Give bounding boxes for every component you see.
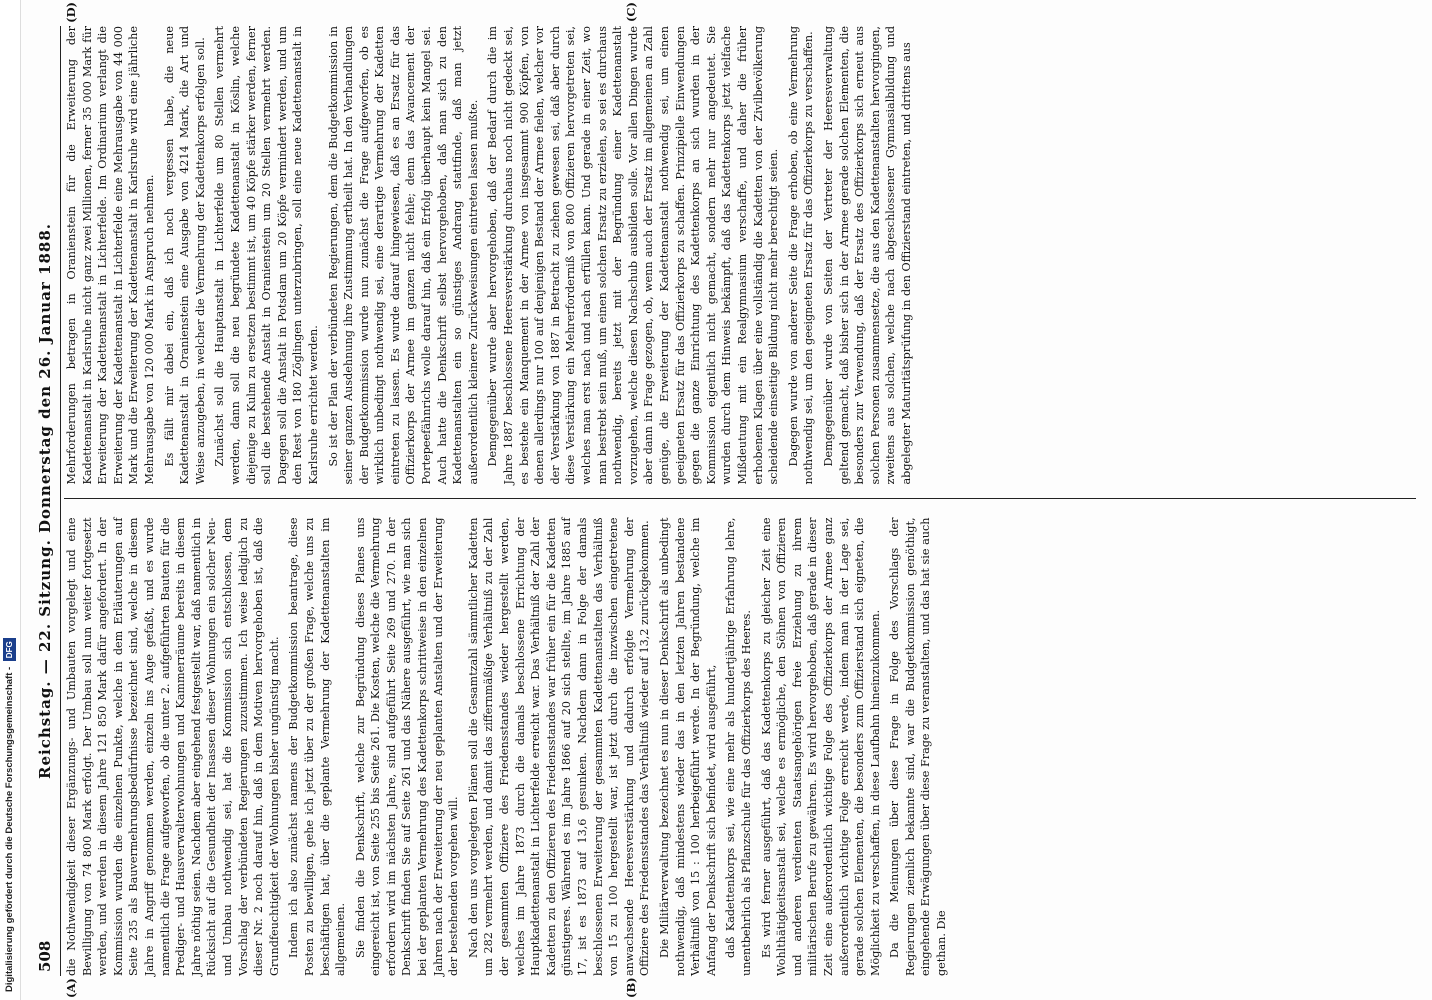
paragraph: Sie finden die Denkschrift, welche zur Begründung dieses Planes uns eingereicht ist, von Seite 255 bis Seite 261. Die Kosten, welche die Vermehrung erfordern wird im nächsten Jahre, sind aufgeführt Seite 269 und 270. In der Denkschrift finden Sie auf Seite 261 und das Nähere ausgeführt, wie man sich bei der geplanten Vermehrung des Kadettenkorps schrittweise in den einzelnen Jahren nach der Erweiterung der neu geplanten Anstalten und der Erweiterung der bestehenden vorgehen will. xyxy=(353,517,461,976)
paragraph: Da die Meinungen über diese Frage in Folge des Vorschlags der Regierungen ziemlich bekannte sind, war die Budgetkommission genöthigt, eingehende Erwägungen über diese Frage zu veranstalten, und das hat sie auch gethan. Die xyxy=(888,517,949,976)
credit-text: Digitalisierung gefördert durch die Deutsche Forschungsgemeinschaft - xyxy=(4,666,15,992)
paragraph: Es fällt mir dabei ein, daß ich noch vergessen habe, die neue Kadettenanstalt in Oranienstein eine Ausgabe von 4214 Mark, die Art und Weise anzugeben, in welcher die Vermehrung der Kadettenkorps erfolgen soll. xyxy=(162,26,207,485)
paragraph: Es wird ferner ausgeführt, daß das Kadettenkorps zu gleicher Zeit eine Wohlthätigkeitsanstalt sei, welche es ermögliche, den Söhnen von Offizieren und anderen verdienten Staatsangehörigen freie Erziehung zu ihrem militärischen Berufe zu gewähren. Es wird hervorgehoben, daß gerade in dieser Zeit eine außerordentlich wichtige Folge des Offizierkorps der Armee ganz außerordentlich wichtige Folge erreicht werde, indem man in der Lage sei, gerade solchen Elementen, die besonders zum Offizierstand sich eigneten, die Möglichkeit zu verschaffen, in diese Laufbahn hineinzukommen. xyxy=(759,517,882,976)
page-number: 508 xyxy=(36,940,54,972)
margin-marker-d: (D) xyxy=(64,2,78,23)
paragraph: So ist der Plan der verbündeten Regierungen, dem die Budgetkommission in seiner ganzen Ausdehnung ihre Zustimmung ertheilt hat. In den Verhandlungen der Budgetkommission wurde nun zunächst die Frage aufgeworfen, ob es wirklich unbedingt nothwendig sei, eine derartige Vermehrung der Kadetten eintreten zu lassen. Es wurde darauf hingewiesen, daß es an Ersatz für das Offizierkorps der Armee im ganzen nicht fehle; denn das Avancement der Portepeefähnrichs wolle darauf hin, daß ein Erfolg überhaupt kein Mangel sei. Auch hatte die Denkschrift selbst hervorgehoben, daß man sich zu den Kadettenanstalten ein so günstiges Andrang stattfinde, daß man jetzt außerordentlich kleinere Zurückweisungen eintreten lassen mußte. xyxy=(326,26,480,485)
page-title: Reichstag. — 22. Sitzung. Donnerstag den 26. Januar 1888. xyxy=(36,222,54,780)
paragraph: Dagegen wurde von anderer Seite die Frage erhoben, ob eine Vermehrung nothwendig sei, um den geeigneten Ersatz für das Offizierkorps zu verschaffen. xyxy=(786,26,816,485)
digitization-credit xyxy=(0,0,20,1000)
paragraph: Zunächst soll die Hauptanstalt in Lichterfelde um 80 Stellen vermehrt werden, dann soll die neu begründete Kadettenanstalt in Köslin, welche diejenige zu Kulm zu ersetzen bestimmt ist, um 40 Köpfe stärker werden, ferner soll die bestehende Anstalt in Oranienstein um 20 Stellen vermehrt werden. Dagegen soll die Anstalt in Potsdam um 20 Köpfe vermindert werden, und um den Rest von 180 Zöglingen unterzubringen, soll eine neue Kadettenanstalt in Karlsruhe errichtet werden. xyxy=(213,26,320,485)
paragraph: Mehrforderungen betragen in Oranienstein für die Erweiterung der Kadettenanstalt in Karlsruhe nicht ganz zwei Millionen, ferner 35 000 Mark für Erweiterung der Kadettenanstalt in Lichterfelde. Im Ordinarium verlangt die Erweiterung der Kadettenanstalt in Lichterfelde eine Mehrausgabe von 44 000 Mark und die Erweiterung der Kadettenanstalt in Karlsruhe wird eine jährliche Mehrausgabe von 120 000 Mark in Anspruch nehmen. xyxy=(65,26,156,485)
rotated-page-content xyxy=(20,0,1432,1000)
paragraph: Nach den uns vorgelegten Plänen soll die Gesamtzahl sämmtlicher Kadetten um 282 vermehrt werden, und damit das ziffernmäßige Verhältniß zu der Zahl der gesammten Offiziere des Friedensstandes wieder hergestellt werden, welches im Jahre 1873 durch die damals beschlossene Errichtung der Hauptkadettenanstalt in Lichterfelde erreicht war. Das Verhältniß der Zahl der Kadetten zu den Offizieren des Friedensstandes war früher ein für die Kadetten günstigeres. Während es im Jahre 1866 auf 20 sich stellte, im Jahre 1885 auf 17, ist es 1873 auf 13,6 gesunken. Nachdem dann in Folge der damals beschlossenen Erweiterung der gesammten Kadettenanstalten das Verhältniß von 15 zu 100 hergestellt war, ist jetzt durch die inzwischen eingetretene anwachsende Heeresverstärkung und dadurch erfolgte Vermehrung der Offiziere des Friedensstandes das Verhältniß wieder auf 13,2 zurückgekommen. xyxy=(466,517,652,976)
paragraph: die Nothwendigkeit dieser Ergänzungs- und Umbauten vorgelegt und eine Bewilligung von 74 800 Mark erfolgt. Der Umbau soll nun weiter fortgesetzt werden, und werden in diesem Jahre 121 850 Mark dafür angefordert. In der Kommission wurden die einzelnen Punkte, welche in dem Erläuterungen auf Seite 235 als Bauvermehrungsbedürfnisse bezeichnet sind, welche in diesem Jahre in Angriff genommen werden, einzeln ins Auge gefaßt, und es wurde namentlich die Frage aufgeworfen, ob die unter 2. aufgeführten Bauten für die Prediger- und Hausverwalterwohnungen und Kammerräume bereits in diesem Jahre nöthig seien. Nachdem aber eingehend festgestellt war, daß namentlich in Rücksicht auf die Gesundheit der Insassen dieser Wohnungen ein solcher Neu- und Umbau nothwendig sei, hat die Kommission sich entschlossen, dem Vorschlag der verbündeten Regierungen zuzustimmen. Ich weise lediglich zu dieser Nr. 2 noch darauf hin, daß in dem Motiven hervorgehoben ist, daß die Grundfeuchtigkeit der Wohnungen bisher ungünstig macht. xyxy=(65,517,281,976)
scanned-page xyxy=(20,0,1432,1000)
paragraph: Indem ich also zunächst namens der Budgetkommission beantrage, diese Posten zu bewilligen, gehe ich jetzt über zu der großen Frage, welche uns zu beschäftigen hat, über die geplante Vermehrung der Kadettenanstalten im allgemeinen. xyxy=(287,517,348,976)
margin-marker-c: (C) xyxy=(624,2,638,23)
right-column xyxy=(64,2,1416,500)
paragraph: Demgegenüber wurde aber hervorgehoben, daß der Bedarf durch die im Jahre 1887 beschlossene Heeresverstärkung durchaus noch nicht gedeckt sei, es bestehe ein Manquement in der Armee von insgesammt 900 Köpfen, von denen allerdings nur 100 auf denjenigen Bestand der Armee fielen, welcher vor der Verstärkung von 1887 in Betracht zu ziehen gewesen sei, daß aber durch diese Verstärkung ein Mehrerforderniß von 800 Offizieren hervorgetreten sei, welches man erst nach und nach erfüllen kann. Und gerade in einer Zeit, wo man bestrebt sein muß, um einen solchen Ersatz zu erzielen, so sei es durchaus nothwendig, bereits jetzt mit der Begründung einer Kadettenanstalt vorzugehen, welche diesen Nachschub ausbilden solle. Vor allen Dingen wurde aber dann in Frage gezogen, ob, wenn auch der Ersatz im allgemeinen an Zahl genüge, die Erweiterung der Kadettenanstalt nothwendig sei, um einen geeigneten Ersatz für das Offizierkorps zu schaffen. Prinzipielle Einwendungen gegen die ganze Einrichtung des Kadettenkorps an sich wurden in der Kommission eigentlich nicht gemacht, sondern mehr nur angedeutet. Sie wurden durch dem Hinweis bekämpft, daß das Kadettenkorps jetzt vielfache Mißdeutung mit ein Realgymnasium verschaffe, und daher die früher erhobenen Klagen über eine vollständig die Kadetten von der Zivilbevölkerung scheidende einseitige Bildung nicht mehr berechtigt seien. xyxy=(486,26,781,485)
margin-marker-a: (A) xyxy=(64,978,78,998)
text-columns xyxy=(64,2,1416,998)
paragraph: Die Militärverwaltung bezeichnet es nun in dieser Denkschrift als unbedingt nothwendig, daß mindestens wieder das in den letzten Jahren bestandene Verhältniß von 15 : 100 herbeigeführt werde. In der Begründung, welche im Anfang der Denkschrift sich befindet, wird ausgeführt, xyxy=(657,517,718,976)
left-column xyxy=(64,517,1416,998)
dfg-logo: DFG xyxy=(3,638,16,661)
paragraph: daß Kadettenkorps sei, wie eine mehr als hundertjährige Erfahrung lehre, unentbehrlich als Pflanzschule für das Offizierkorps des Heeres. xyxy=(724,517,753,976)
page-header xyxy=(30,26,61,976)
margin-marker-b: (B) xyxy=(624,977,638,998)
paragraph: Demgegenüber wurde von Seiten der Vertreter der Heeresverwaltung geltend gemacht, daß bisher sich in der Armee gerade solchen Elementen, die besonders zur Verwendung, daß der Ersatz des Offizierkorps sich erneut aus solchen Personen zusammensetze, die aus den Kadettenanstalten hervorgingen, zweitens aus solchen, welche nach abgeschlossener Gymnasialbildung und abgelegter Maturitätsprüfung in den Offizierstand eintreten, und drittens aus xyxy=(821,26,913,485)
